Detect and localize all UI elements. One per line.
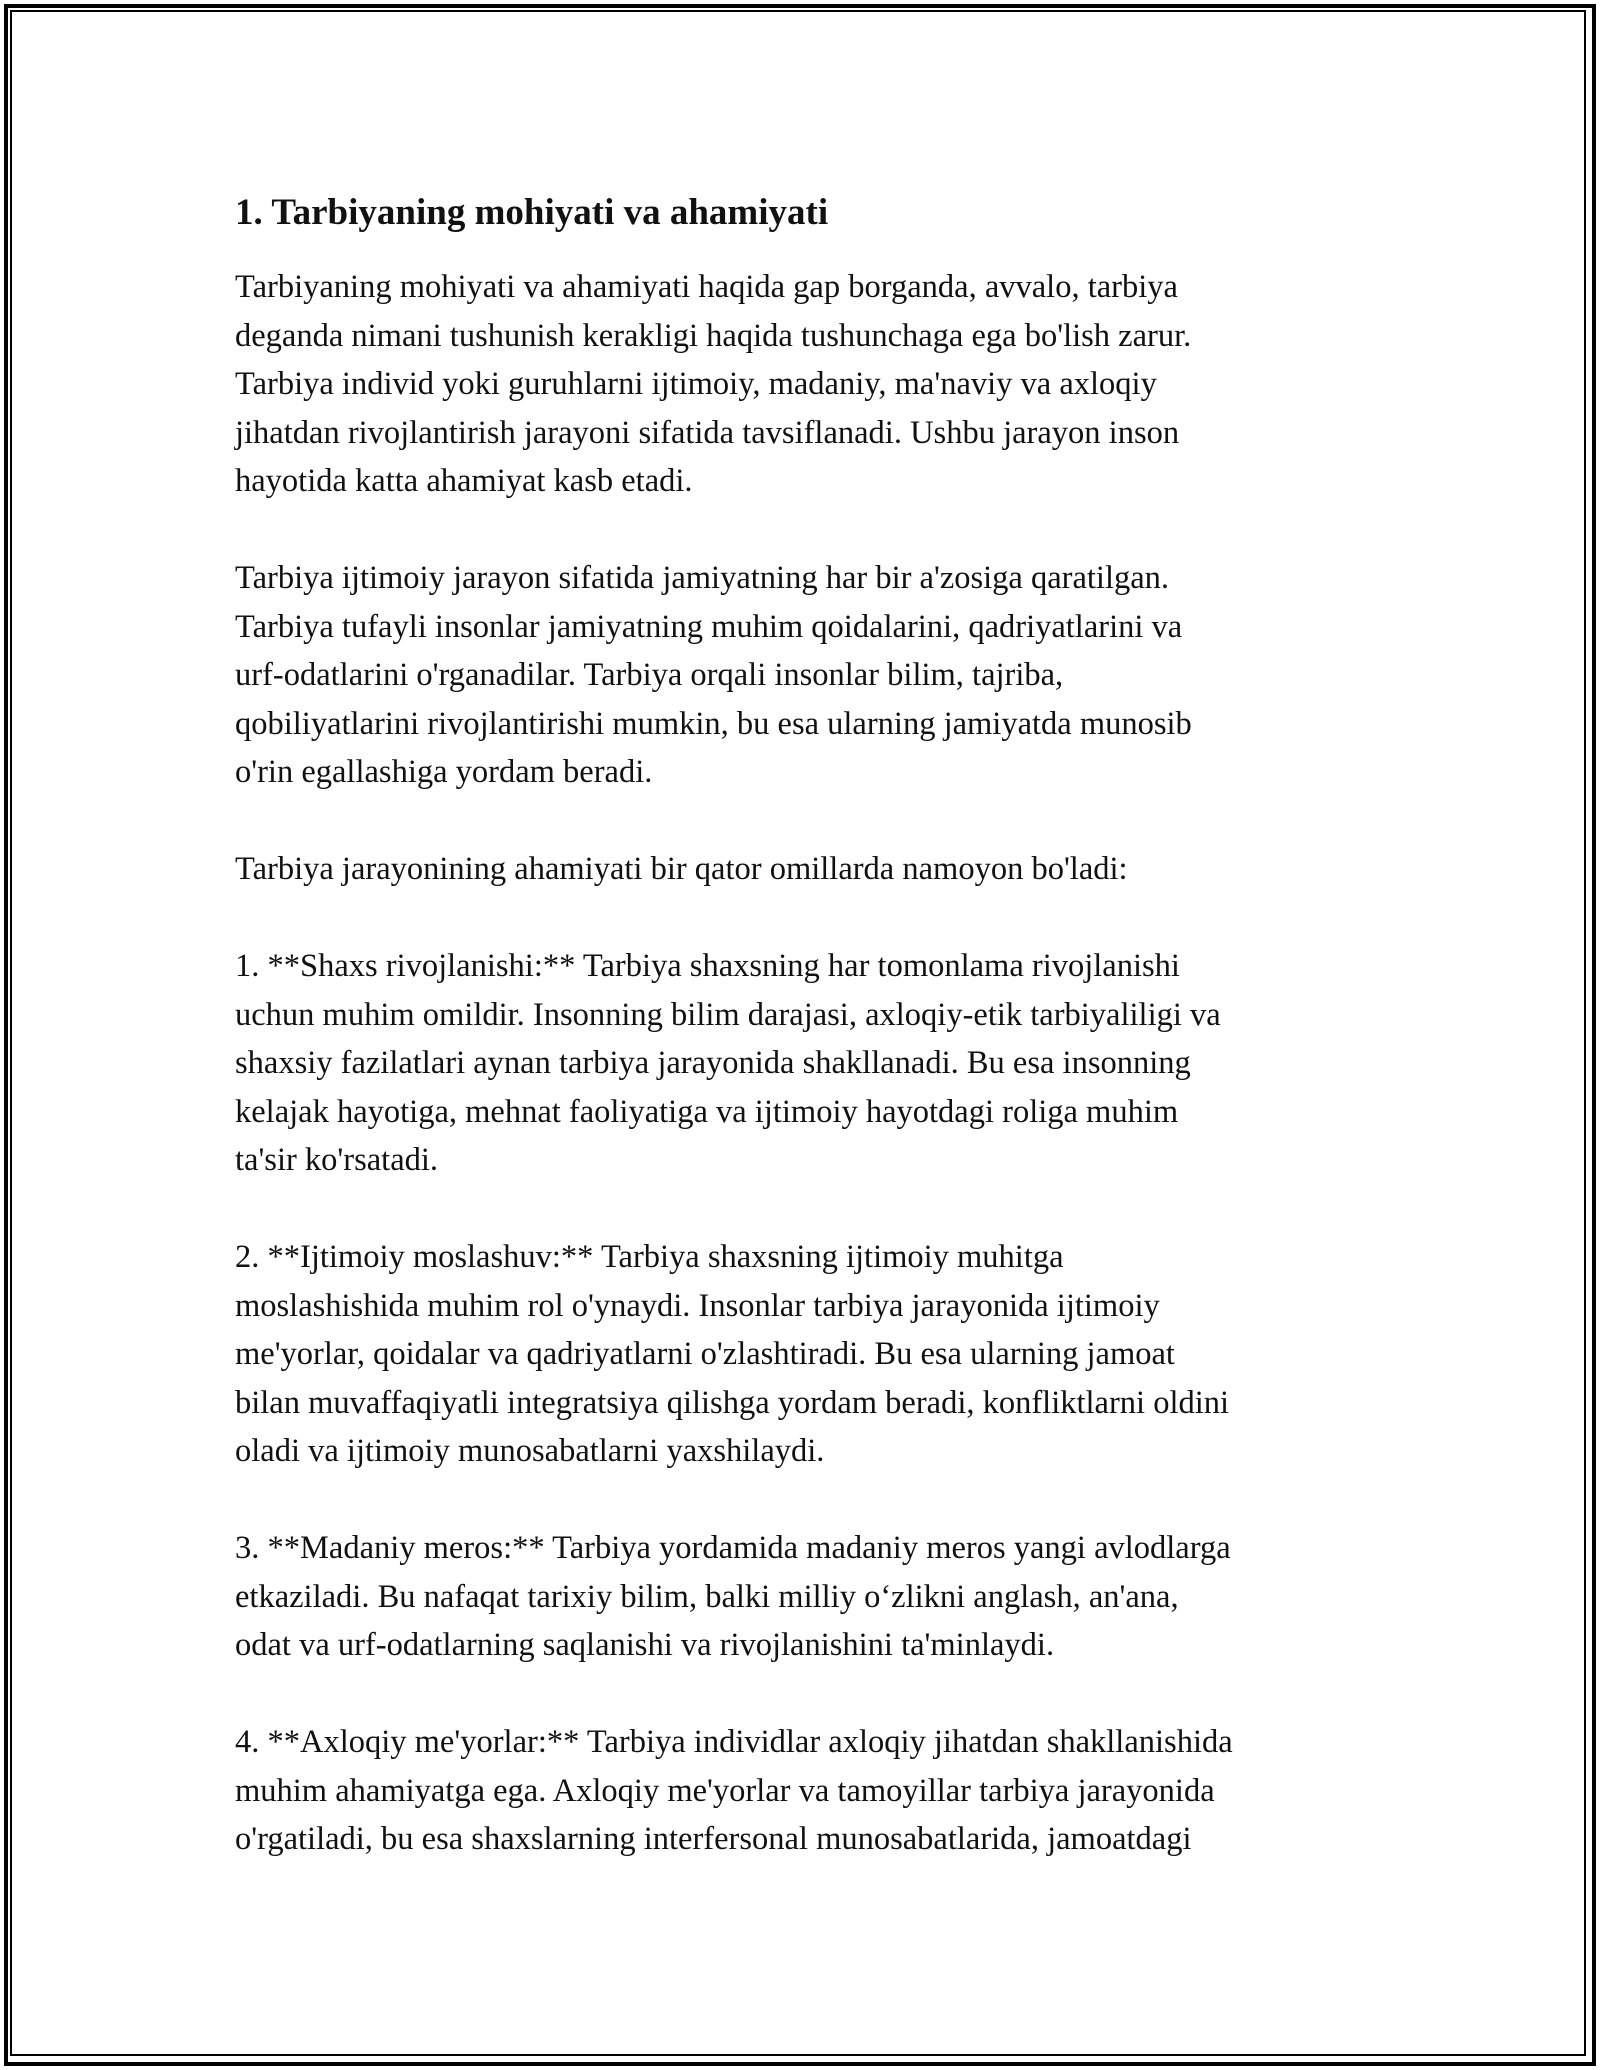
text-line: Tarbiyaning mohiyati va ahamiyati haqida gap borganda, avvalo, tarbiya [235,269,1178,305]
text-line: hayotida katta ahamiyat kasb etadi. [235,463,693,499]
text-line: muhim ahamiyatga ega. Axloqiy me'yorlar va tamoyillar tarbiya jarayonida [235,1772,1215,1809]
list-item-social-adaptation [235,1233,1385,1476]
text-line: jihatdan rivojlantirish jarayoni sifatida tavsiflanadi. Ushbu jarayon inson [235,414,1180,451]
text-line: kelajak hayotiga, mehnat faoliyatiga va ijtimoiy hayotdagi roliga muhim [235,1093,1179,1130]
paragraph-social-process [235,554,1385,797]
text-line: odat va urf-odatlarning saqlanishi va rivojlanishini ta'minlaydi. [235,1627,1055,1663]
text-line: qobiliyatlarini rivojlantirishi mumkin, bu esa ularning jamiyatda munosib [235,705,1192,742]
text-line: 2. **Ijtimoiy moslashuv:** Tarbiya shaxsning ijtimoiy muhitga [235,1239,1064,1275]
text-line: ta'sir ko'rsatadi. [235,1142,439,1178]
text-line: uchun muhim omildir. Insonning bilim darajasi, axloqiy-etik tarbiyaliligi va [235,996,1221,1033]
text-line: oladi va ijtimoiy munosabatlarni yaxshilaydi. [235,1433,825,1469]
paragraph-intro [235,263,1385,506]
list-item-cultural-heritage [235,1524,1385,1670]
text-line: Tarbiya individ yoki guruhlarni ijtimoiy, madaniy, ma'naviy va axloqiy [235,366,1157,402]
document-title: 1. Tarbiyaning mohiyati va ahamiyati [235,192,829,233]
text-line: moslashishida muhim rol o'ynaydi. Insonlar tarbiya jarayonida ijtimoiy [235,1287,1160,1324]
text-line: 4. **Axloqiy me'yorlar:** Tarbiya individlar axloqiy jihatdan shakllanishida [235,1724,1233,1760]
list-item-moral-norms [235,1718,1385,1864]
text-line: o'rin egallashiga yordam beradi. [235,754,653,790]
text-line: bilan muvaffaqiyatli integratsiya qilishga yordam beradi, konfliktlarni oldini [235,1384,1230,1421]
text-line: urf-odatlarini o'rganadilar. Tarbiya orqali insonlar bilim, tajriba, [235,657,1064,693]
text-line: shaxsiy fazilatlari aynan tarbiya jarayonida shakllanadi. Bu esa insonning [235,1045,1191,1081]
text-line: deganda nimani tushunish kerakligi haqida tushunchaga ega bo'lish zarur. [235,317,1192,354]
text-line: 1. **Shaxs rivojlanishi:** Tarbiya shaxsning har tomonlama rivojlanishi [235,948,1180,984]
text-line: etkaziladi. Bu nafaqat tarixiy bilim, balki milliy o‘zlikni anglash, an'ana, [235,1578,1179,1615]
list-item-personal-development [235,942,1385,1185]
text-line: Tarbiya tufayli insonlar jamiyatning muhim qoidalarini, qadriyatlarini va [235,608,1183,645]
text-line: 3. **Madaniy meros:** Tarbiya yordamida madaniy meros yangi avlodlarga [235,1530,1231,1566]
text-line: o'rgatiladi, bu esa shaxslarning interfersonal munosabatlarida, jamoatdagi [235,1821,1192,1857]
text-line: me'yorlar, qoidalar va qadriyatlarni o'zlashtiradi. Bu esa ularning jamoat [235,1336,1175,1372]
paragraph-factors-intro [235,845,1385,894]
text-line: Tarbiya ijtimoiy jarayon sifatida jamiyatning har bir a'zosiga qaratilgan. [235,560,1170,596]
document-page [235,185,1385,1864]
text-line: Tarbiya jarayonining ahamiyati bir qator omillarda namoyon bo'ladi: [235,851,1128,887]
